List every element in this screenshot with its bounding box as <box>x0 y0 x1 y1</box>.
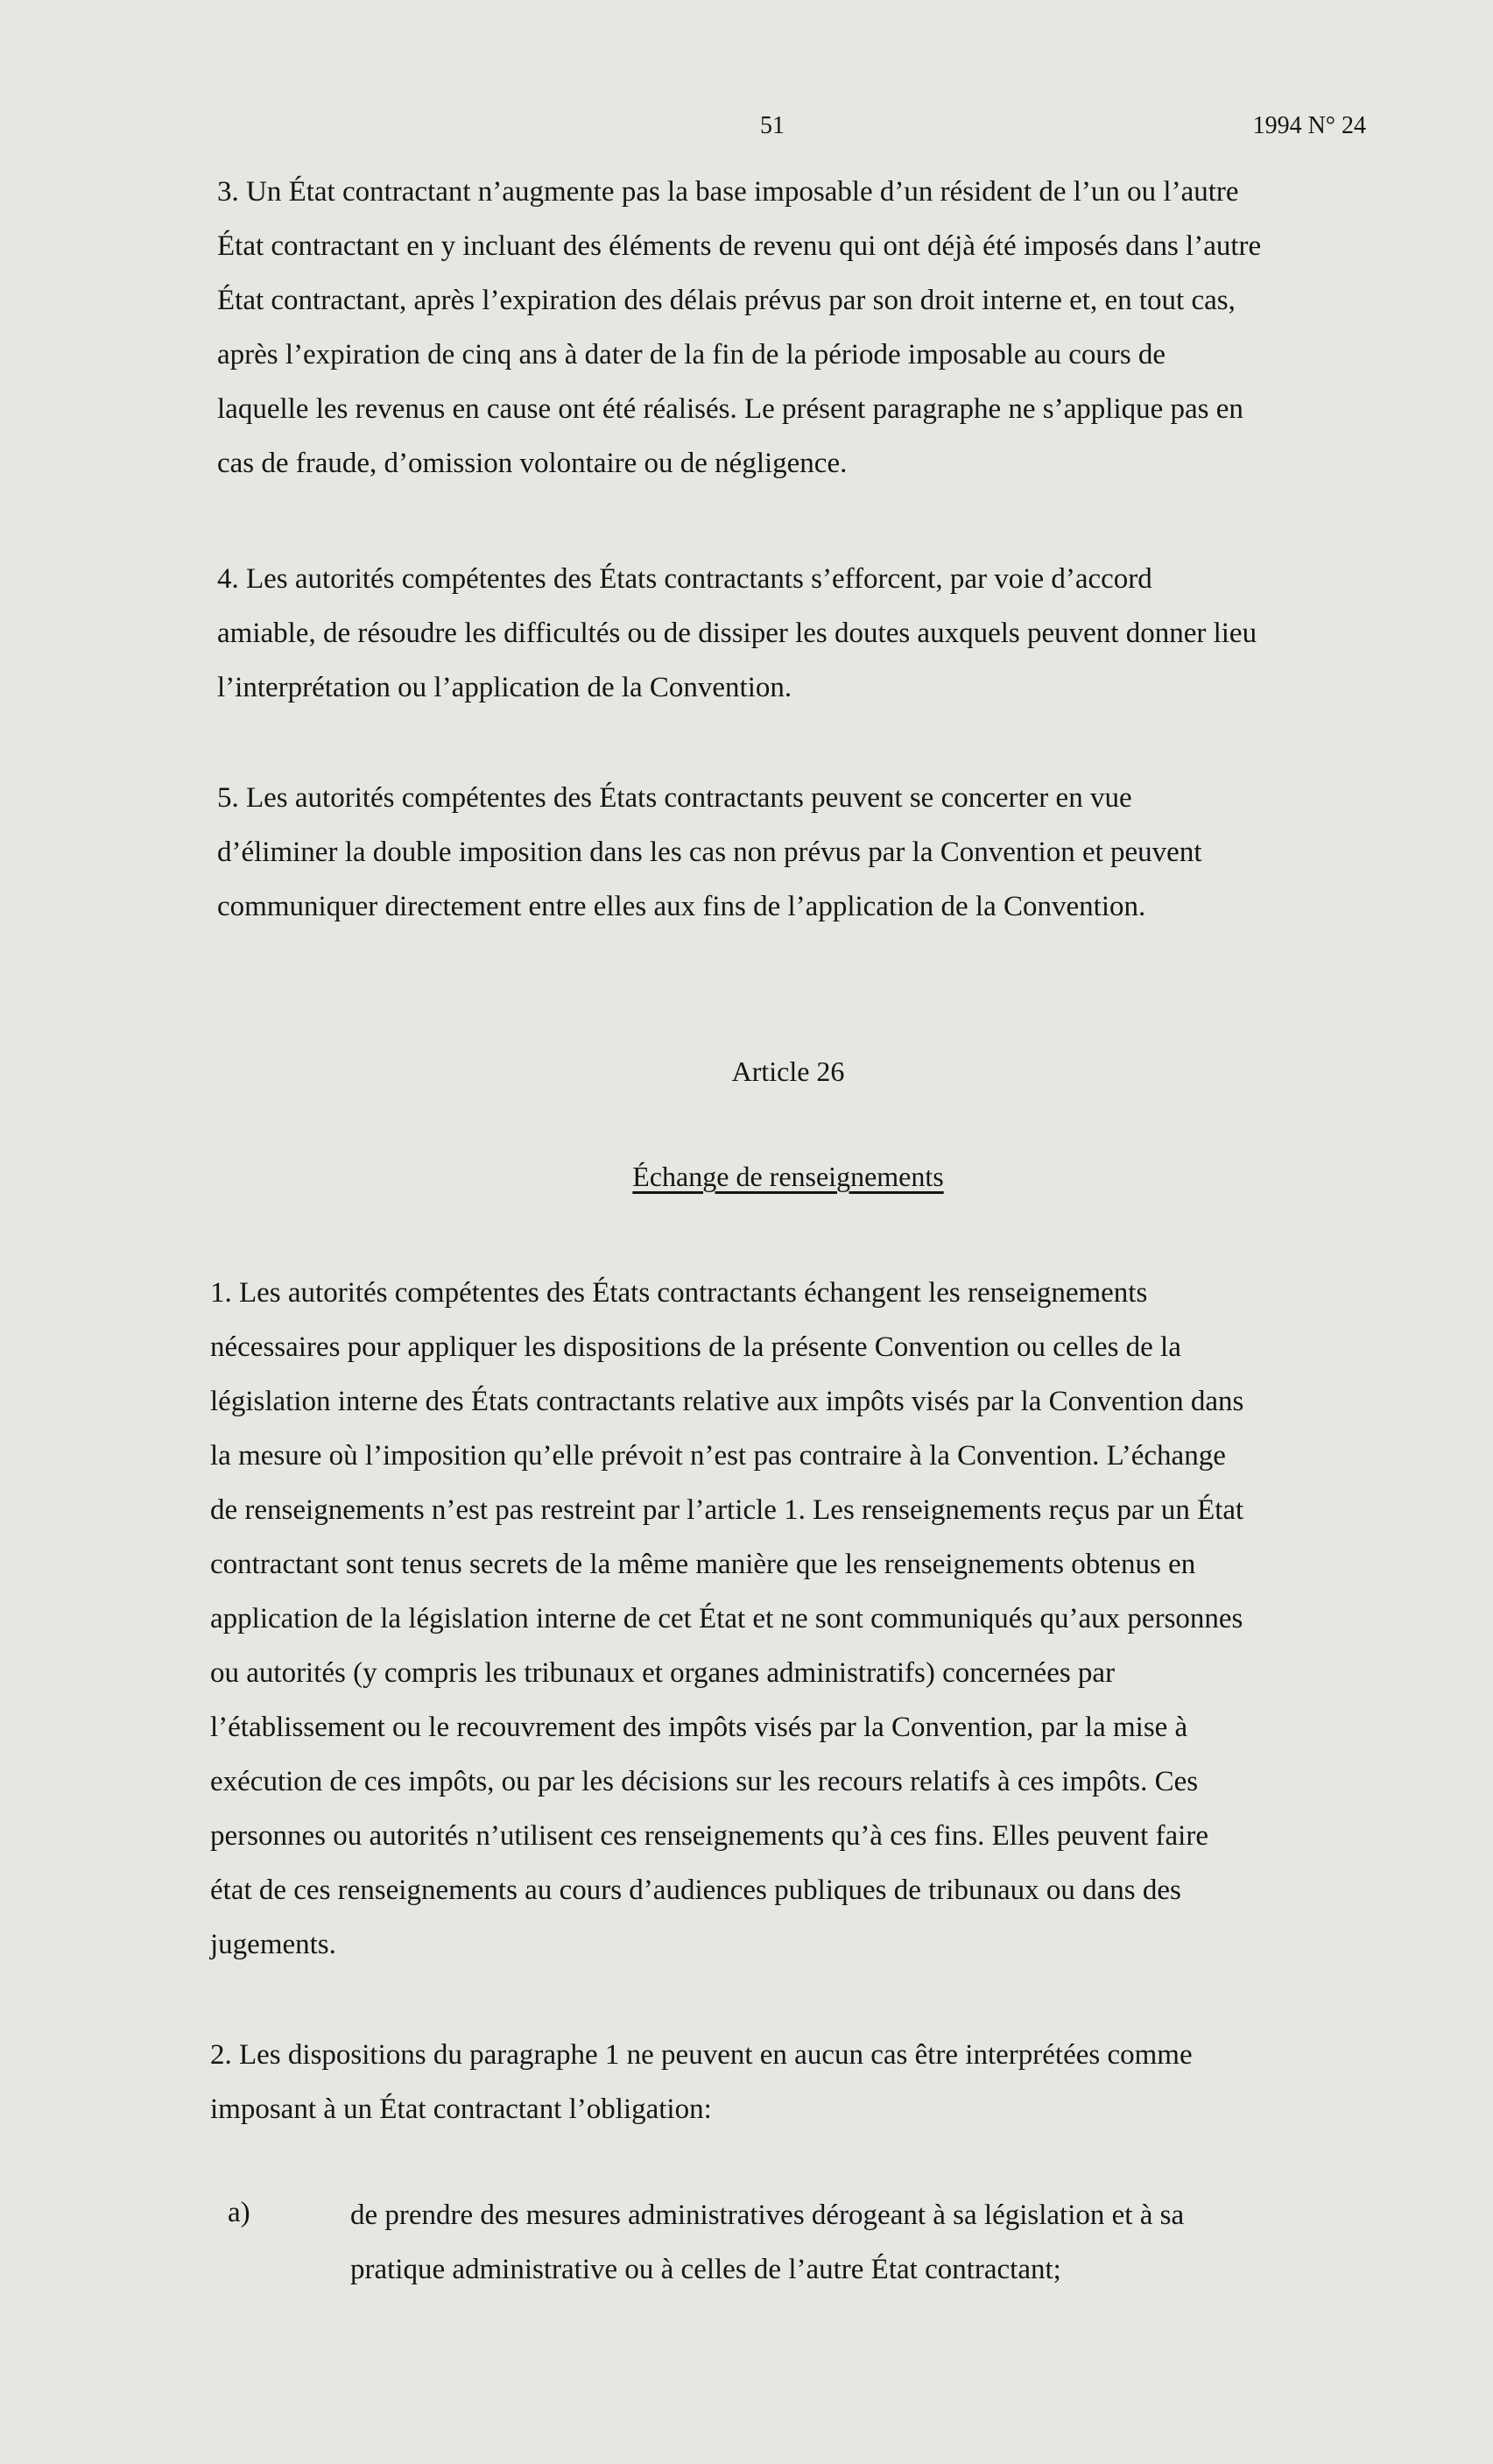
text-line: 4. Les autorités compétentes des États contractants s’efforcent, par voie d’accord <box>217 563 1152 595</box>
text-line: législation interne des États contractants relative aux impôts visés par la Convention dans <box>210 1386 1244 1417</box>
article-paragraph-2 <box>210 2028 1193 2136</box>
text-line: l’établissement ou le recouvrement des impôts visés par la Convention, par la mise à <box>210 1712 1188 1743</box>
article-paragraph-1 <box>210 1266 1243 1972</box>
paragraph-5 <box>217 771 1202 934</box>
text-line: de renseignements n’est pas restreint par l’article 1. Les renseignements reçus par un État <box>210 1494 1244 1526</box>
text-line: imposant à un État contractant l’obligation: <box>210 2093 712 2125</box>
paragraph-4 <box>217 552 1257 715</box>
text-line: 2. Les dispositions du paragraphe 1 ne peuvent en aucun cas être interprétées comme <box>210 2039 1193 2071</box>
text-line: État contractant en y incluant des éléments de revenu qui ont déjà été imposés dans l’autre <box>217 230 1262 262</box>
text-line: personnes ou autorités n’utilisent ces renseignements qu’à ces fins. Elles peuvent faire <box>210 1820 1208 1852</box>
text-line: jugements. <box>210 1929 336 1960</box>
text-line: laquelle les revenus en cause ont été réalisés. Le présent paragraphe ne s’applique pas en <box>217 393 1243 425</box>
document-reference: 1994 N° 24 <box>1252 112 1366 139</box>
article-subtitle <box>0 1161 1493 1193</box>
article-title: Article 26 <box>731 1055 845 1087</box>
text-line: la mesure où l’imposition qu’elle prévoit n’est pas contraire à la Convention. L’échange <box>210 1440 1226 1472</box>
text-line: contractant sont tenus secrets de la même manière que les renseignements obtenus en <box>210 1549 1196 1580</box>
text-line: nécessaires pour appliquer les dispositions de la présente Convention ou celles de la <box>210 1331 1181 1363</box>
article-subtitle-text: Échange de renseignements <box>632 1161 944 1192</box>
text-line: amiable, de résoudre les difficultés ou de dissiper les doutes auxquels peuvent donner lieu <box>217 618 1257 649</box>
text-line: communiquer directement entre elles aux fins de l’application de la Convention. <box>217 891 1146 922</box>
text-line: 1. Les autorités compétentes des États contractants échangent les renseignements <box>210 1277 1148 1309</box>
text-line: ou autorités (y compris les tribunaux et organes administratifs) concernées par <box>210 1657 1116 1689</box>
text-line: état de ces renseignements au cours d’audiences publiques de tribunaux ou dans des <box>210 1874 1181 1906</box>
text-line: 5. Les autorités compétentes des États contractants peuvent se concerter en vue <box>217 782 1132 814</box>
text-line: 3. Un État contractant n’augmente pas la base imposable d’un résident de l’un ou l’autre <box>217 176 1239 208</box>
page-number: 51 <box>760 112 785 139</box>
text-line: d’éliminer la double imposition dans les cas non prévus par la Convention et peuvent <box>217 837 1202 868</box>
text-line: État contractant, après l’expiration des délais prévus par son droit interne et, en tout cas, <box>217 285 1236 316</box>
paragraph-3 <box>217 165 1261 491</box>
item-a-text <box>350 2188 1184 2297</box>
item-a-label: a) <box>228 2197 250 2228</box>
text-line: de prendre des mesures administratives dérogeant à sa législation et à sa <box>350 2199 1185 2231</box>
text-line: l’interprétation ou l’application de la Convention. <box>217 672 792 703</box>
text-line: application de la législation interne de cet État et ne sont communiqués qu’aux personnes <box>210 1603 1243 1634</box>
text-line: pratique administrative ou à celles de l’autre État contractant; <box>350 2254 1061 2285</box>
text-line: après l’expiration de cinq ans à dater de la fin de la période imposable au cours de <box>217 339 1166 371</box>
text-line: exécution de ces impôts, ou par les décisions sur les recours relatifs à ces impôts. Ces <box>210 1766 1199 1797</box>
text-line: cas de fraude, d’omission volontaire ou de négligence. <box>217 448 848 479</box>
